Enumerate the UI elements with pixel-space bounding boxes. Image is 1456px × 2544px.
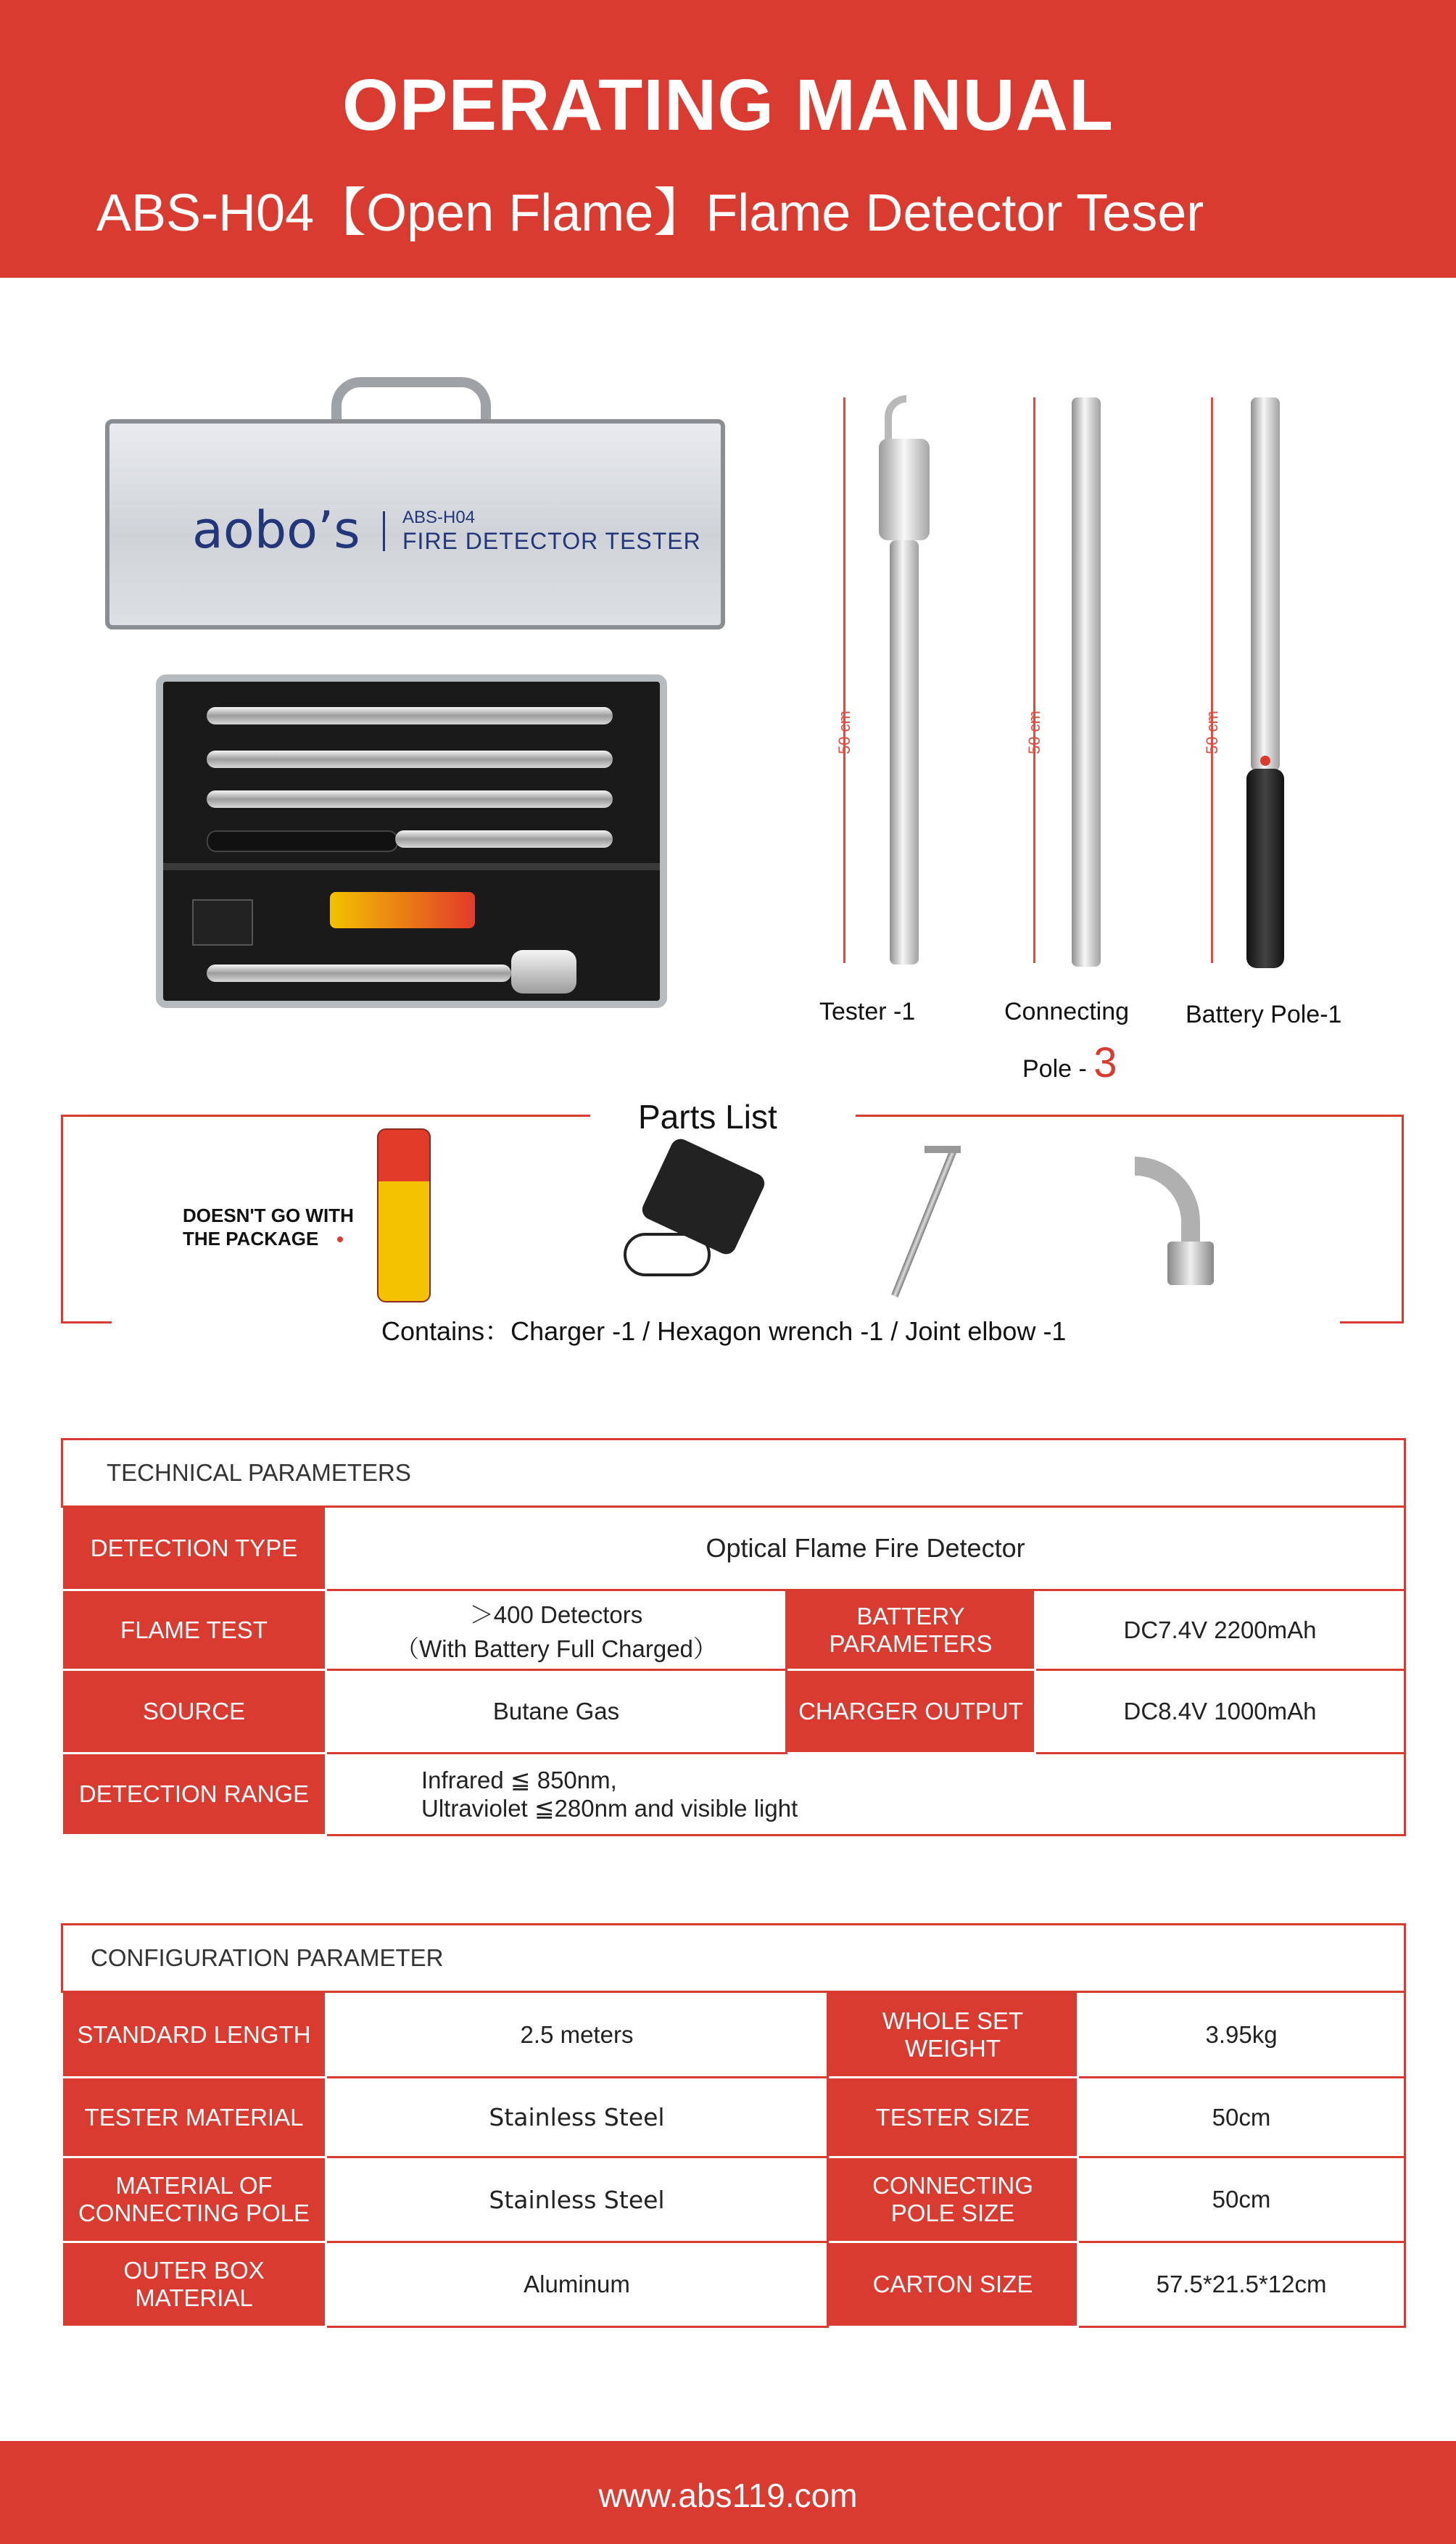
- battery-label-line-2: PARAMETERS: [829, 1630, 993, 1657]
- contains-text: Contains：Charger -1 / Hexagon wrench -1 / Joint elbow -1: [381, 1316, 1067, 1346]
- pole-size-line-1: CONNECTING: [872, 2172, 1033, 2199]
- measure-label: 50 cm: [1203, 711, 1221, 754]
- battery-pole-caption: Battery Pole-1: [1186, 1001, 1342, 1028]
- open-case-image: [156, 674, 667, 1008]
- detection-range-line-2: Ultraviolet ≦280nm and visible light: [421, 1795, 798, 1822]
- gas-can-icon: [330, 892, 475, 928]
- tester-material-label: TESTER MATERIAL: [62, 2078, 326, 2157]
- rod: [207, 790, 613, 808]
- gas-can-icon: [377, 1128, 431, 1302]
- parts-note-line-1: DOESN'T GO WITH: [183, 1205, 354, 1226]
- connecting-pole-material-value: Stainless Steel: [326, 2157, 828, 2242]
- joint-elbow-icon: [1135, 1157, 1200, 1244]
- connecting-pole-material-label: [62, 2157, 326, 2242]
- detection-range-label: DETECTION RANGE: [62, 1754, 326, 1835]
- parts-list-title: Parts List: [638, 1098, 777, 1136]
- charger-output-value: DC8.4V 1000mAh: [1035, 1670, 1405, 1754]
- connecting-pole-size-value: 50cm: [1078, 2157, 1405, 2242]
- standard-length-label: STANDARD LENGTH: [62, 1992, 326, 2078]
- tester-material-value: Stainless Steel: [326, 2078, 828, 2157]
- connecting-pole-size-label: [828, 2157, 1078, 2242]
- pole-material-line-2: CONNECTING POLE: [78, 2200, 310, 2226]
- footer-banner: [0, 2441, 1456, 2544]
- configuration-parameter-table: [61, 1923, 1406, 2328]
- battery-label-line-1: BATTERY: [856, 1602, 965, 1630]
- case-brand-logo: aobo’s: [192, 500, 360, 560]
- carton-size-label: CARTON SIZE: [828, 2242, 1078, 2327]
- flame-test-line-1: ＞400 Detectors: [469, 1601, 643, 1628]
- outer-box-material-value: Aluminum: [326, 2242, 828, 2327]
- configuration-section-title: CONFIGURATION PARAMETER: [62, 1925, 1405, 1992]
- whole-set-weight-label: WHOLE SET WEIGHT: [828, 1992, 1078, 2078]
- technical-parameters-table: [61, 1438, 1406, 1836]
- charger-output-label: CHARGER OUTPUT: [787, 1670, 1035, 1754]
- tester-head-icon: [511, 950, 576, 994]
- hexagon-wrench-tip-icon: [925, 1146, 961, 1153]
- battery-pole-shaft: [1251, 397, 1280, 771]
- connecting-pole: [1072, 397, 1101, 967]
- charger-cable-icon: [624, 1233, 711, 1276]
- technical-section-title: TECHNICAL PARAMETERS: [62, 1440, 1405, 1507]
- battery-pole-grip: [207, 830, 398, 852]
- measure-line: [843, 397, 845, 963]
- note-marker-icon: [337, 1236, 343, 1242]
- detection-type-value: Optical Flame Fire Detector: [326, 1507, 1405, 1590]
- tester-pole: [890, 540, 919, 965]
- tester-rod: [207, 965, 511, 982]
- parts-note: [183, 1204, 354, 1250]
- charger-icon: [192, 899, 253, 946]
- hexagon-wrench-icon: [891, 1147, 958, 1297]
- rod: [207, 707, 613, 724]
- frame-line: [61, 1321, 112, 1323]
- rod: [207, 751, 613, 768]
- measure-label: 50 cm: [1025, 711, 1043, 754]
- page-subtitle: ABS-H04【Open Flame】Flame Detector Teser: [96, 184, 1204, 242]
- tester-size-label: TESTER SIZE: [828, 2078, 1078, 2157]
- tester-head-icon: [879, 439, 930, 540]
- connecting-pole-count: 3: [1093, 1039, 1117, 1086]
- pole-material-line-1: MATERIAL OF: [115, 2172, 273, 2199]
- detection-range-line-1: Infrared ≦ 850nm,: [421, 1767, 617, 1793]
- parts-note-line-2: THE PACKAGE: [183, 1228, 319, 1250]
- rod: [395, 830, 613, 848]
- connecting-pole-caption: Connecting: [1004, 998, 1130, 1025]
- connecting-pole-label: Pole -: [1022, 1055, 1094, 1083]
- measure-line: [1211, 397, 1213, 963]
- frame-line: [1402, 1115, 1404, 1323]
- battery-pole-grip: [1246, 769, 1284, 968]
- outer-box-material-label: [62, 2242, 326, 2327]
- page-title: OPERATING MANUAL: [342, 65, 1114, 146]
- box-material-line-2: MATERIAL: [135, 2284, 253, 2311]
- tester-size-value: 50cm: [1078, 2078, 1405, 2157]
- battery-indicator-icon: [1260, 756, 1270, 766]
- flame-test-value: [326, 1590, 787, 1670]
- case-model: ABS-H04: [402, 508, 476, 527]
- joint-elbow-base-icon: [1167, 1242, 1214, 1285]
- header-banner: [0, 0, 1456, 278]
- carton-size-value: 57.5*21.5*12cm: [1078, 2242, 1405, 2327]
- battery-parameters-value: DC7.4V 2200mAh: [1035, 1590, 1405, 1670]
- battery-parameters-label: [787, 1590, 1035, 1670]
- source-value: Butane Gas: [326, 1670, 787, 1754]
- measure-label: 50 cm: [835, 711, 853, 754]
- frame-line: [856, 1115, 1404, 1117]
- case-divider-line: [383, 511, 385, 551]
- source-label: SOURCE: [62, 1670, 326, 1754]
- detection-range-value: [326, 1754, 1405, 1835]
- connecting-pole-caption-2: [1022, 1038, 1117, 1087]
- box-material-line-1: OUTER BOX: [123, 2257, 265, 2284]
- flame-test-line-2: （With Battery Full Charged）: [395, 1635, 717, 1662]
- website-link[interactable]: www.abs119.com: [598, 2477, 858, 2514]
- pole-size-line-2: POLE SIZE: [890, 2200, 1015, 2226]
- flame-test-label: FLAME TEST: [62, 1590, 326, 1670]
- frame-line: [61, 1115, 590, 1117]
- case-label: FIRE DETECTOR TESTER: [402, 528, 701, 554]
- case-divider: [163, 863, 660, 870]
- frame-line: [61, 1115, 63, 1323]
- detection-type-label: DETECTION TYPE: [62, 1507, 326, 1590]
- tester-caption: Tester -1: [819, 998, 916, 1025]
- whole-set-weight-value: 3.95kg: [1078, 1992, 1405, 2078]
- measure-line: [1033, 397, 1035, 963]
- frame-line: [1340, 1321, 1404, 1323]
- standard-length-value: 2.5 meters: [326, 1992, 828, 2078]
